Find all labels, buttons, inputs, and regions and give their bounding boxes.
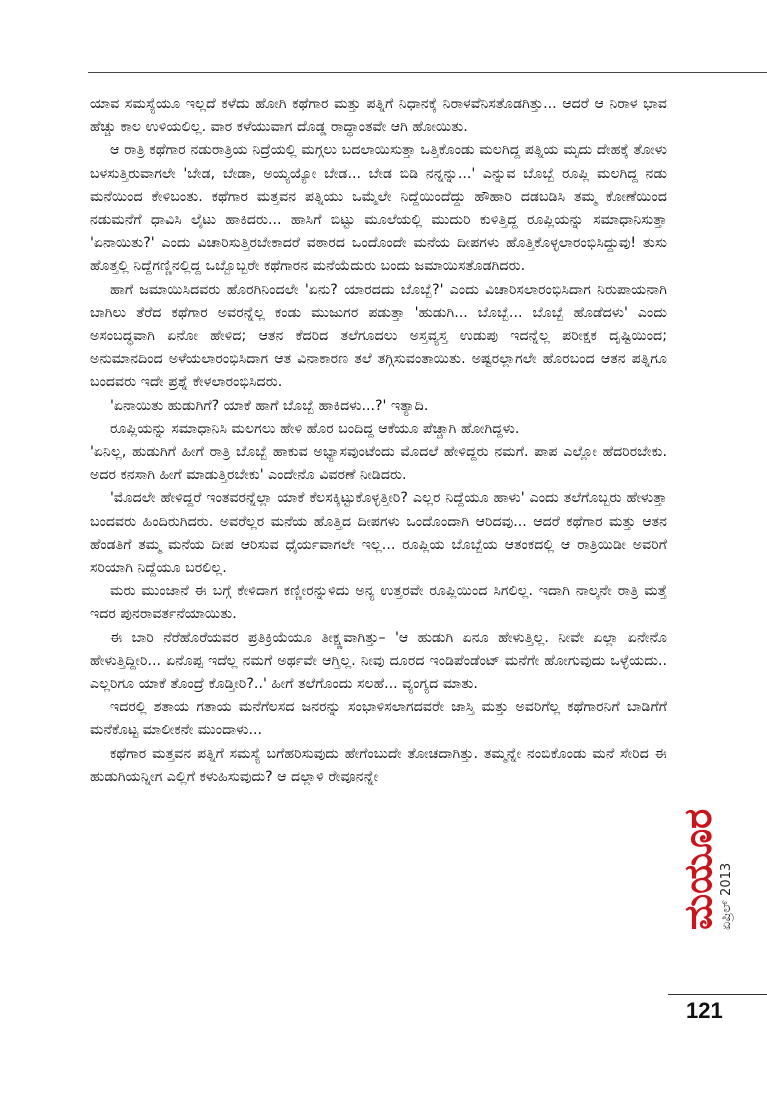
paragraph-9: ಈ ಬಾರಿ ನೆರೆಹೊರೆಯವರ ಪ್ರತಿಕ್ರಿಯೆಯೂ ತೀಕ್ಷ್ಣವಾಗಿತ್ತು– 'ಆ ಹುಡುಗಿ ಏನೂ ಹೇಳುತ್ತಿಲ್ಲ. ನೀವೇ ಏಲ್ಲಾ ಏನೇನೊ ಹೇಳುತ್ತಿದ್ದೀರಿ... ಏನೊಪ್ಪ ಇದೆಲ್ಲ ನಮಗೆ ಅರ್ಥವೇ ಆಗ್ತಿಲ್ಲ. ನೀವು ದೂರದ ಇಂಡಿಪೆಂಡೆಂಟ್ ಮನೆಗೇ ಹೋಗುವುದು ಒಳ್ಳೆಯದು.. ಎಲ್ಲರಿಗೂ ಯಾಕೆ ತೊಂದ್ರೆ ಕೊಡ್ತೀರಿ?..' ಹೀಗೆ ತಲೆಗೊಂದು ಸಲಹೆ... ವ್ಯಂಗ್ಯದ ಮಾತು. — [90, 629, 667, 693]
paragraph-5: ರೂಪ್ಲಿಯನ್ನು ಸಮಾಧಾನಿಸಿ ಮಲಗಲು ಹೇಳಿ ಹೊರ ಬಂದಿದ್ದ ಆಕೆಯೂ ಪೆಚ್ಚಾಗಿ ಹೋಗಿದ್ದಳು. — [110, 420, 520, 437]
paragraph-11: ಕಥೆಗಾರ ಮತ್ತವನ ಪತ್ನಿಗೆ ಸಮಸ್ಯೆ ಬಗೆಹರಿಸುವುದು ಹೇಗೆಂಬುದೇ ತೋಚದಾಗಿತ್ತು. ತಮ್ಮನ್ನೇ ನಂಬಿಕೊಂಡು ಮನೆ ಸೇರಿದ ಈ ಹುಡುಗಿಯನ್ನೀಗ ಎಲ್ಲಿಗೆ ಕಳುಹಿಸುವುದು? ಆ ದಲ್ಲಾಳಿ ರೇವೂನನ್ನೇ — [90, 745, 667, 785]
article-body — [90, 93, 667, 789]
paragraph-1: ಯಾವ ಸಮಸ್ಯೆಯೂ ಇಲ್ಲದೆ ಕಳೆದು ಹೋಗಿ ಕಥೆಗಾರ ಮತ್ತು ಪತ್ನಿಗೆ ನಿಧಾನಕ್ಕೆ ನಿರಾಳವೆನಿಸತೊಡಗಿತ್ತು... ಆದರೆ ಆ ನಿರಾಳ ಭಾವ ಹೆಚ್ಚು ಕಾಲ ಉಳಿಯಲಿಲ್ಲ. ವಾರ ಕಳೆಯುವಾಗ ದೊಡ್ಡ ರಾದ್ಧಾಂತವೇ ಆಗಿ ಹೋಯಿತು. — [90, 96, 667, 136]
issue-date: ಏಪ್ರಿಲ್ 2013 — [719, 862, 734, 930]
paragraph-7: 'ಮೊದಲೇ ಹೇಳಿದ್ದರೆ ಇಂತವರನ್ನೆಲ್ಲಾ ಯಾಕೆ ಕೆಲಸಕ್ಕಿಟ್ಟುಕೊಳ್ಳತ್ತೀರಿ? ಎಲ್ಲರ ನಿದ್ದೆಯೂ ಹಾಳು' ಎಂದು ತಲೆಗೊಬ್ಬರು ಹೇಳುತ್ತಾ ಬಂದವರು ಹಿಂದಿರುಗಿದರು. ಅವರೆಲ್ಲರ ಮನೆಯ ಹೊತ್ತಿದ ದೀಪಗಳು ಒಂದೊಂದಾಗಿ ಆರಿದವು... ಆದರೆ ಕಥೆಗಾರ ಮತ್ತು ಆತನ ಹೆಂಡತಿಗೆ ತಮ್ಮ ಮನೆಯ ದೀಪ ಆರಿಸುವ ಧೈರ್ಯವಾಗಲೇ ಇಲ್ಲ... ರೂಪ್ಲಿಯ ಬೊಬ್ಬೆಯ ಆತಂಕದಲ್ಲಿ ಆ ರಾತ್ರಿಯಿಡೀ ಅವರಿಗೆ ಸರಿಯಾಗಿ ನಿದ್ದೆಯೂ ಬರಲಿಲ್ಲ. — [90, 490, 667, 577]
paragraph-3: ಹಾಗೆ ಜಮಾಯಿಸಿದವರು ಹೊರಗಿನಿಂದಲೇ 'ಏನು? ಯಾರದದು ಬೊಬ್ಬೆ?' ಎಂದು ವಿಚಾರಿಸಲಾರಂಭಿಸಿದಾಗ ನಿರುಪಾಯನಾಗಿ ಬಾಗಿಲು ತೆರೆದ ಕಥೆಗಾರ ಅವರನ್ನೆಲ್ಲ ಕಂಡು ಮುಜುಗರ ಪಡುತ್ತಾ 'ಹುಡುಗಿ... ಬೊಬ್ಬೆ... ಬೊಬ್ಬೆ ಹೊಡೆದಳು' ಎಂದು ಅಸಂಬದ್ಧವಾಗಿ ಏನೋ ಹೇಳಿದ; ಆತನ ಕೆದರಿದ ತಲೆಗೂದಲು ಅಸ್ತವ್ಯಸ್ತ ಉಡುಪು ಇದನ್ನೆಲ್ಲ ಪರೀಕ್ಷಕ ದೃಷ್ಟಿಯಿಂದ; ಅನುಮಾನದಿಂದ ಅಳೆಯಲಾರಂಭಿಸಿದಾಗ ಆತ ವಿನಾಕಾರಣ ತಲೆ ತಗ್ಗಿಸುವಂತಾಯಿತು. ಅಷ್ಟರಲ್ಲಾಗಲೇ ಹೊರಬಂದ ಆತನ ಪತ್ನಿಗೂ ಬಂದವರು ಇದೇ ಪ್ರಶ್ನೆ ಕೇಳಲಾರಂಭಿಸಿದರು. — [90, 281, 667, 391]
paragraph-2: ಆ ರಾತ್ರಿ ಕಥೆಗಾರ ನಡುರಾತ್ರಿಯ ನಿದ್ರೆಯಲ್ಲಿ ಮಗ್ಗಲು ಬದಲಾಯಿಸುತ್ತಾ ಒತ್ತಿಕೊಂಡು ಮಲಗಿದ್ದ ಪತ್ನಿಯ ಮೃದು ದೇಹಕ್ಕೆ ತೋಳು ಬಳಸುತ್ತಿರುವಾಗಲೇ 'ಬೇಡ, ಬೇಡಾ, ಅಯ್ಯಯ್ಯೋ ಬೇಡ... ಬೇಡ ಬಿಡಿ ನನ್ನನ್ನು...' ಎನ್ನುವ ಬೊಬ್ಬೆ ರೂಪ್ಲಿ ಮಲಗಿದ್ದ ನಡು ಮನೆಯಿಂದ ಕೇಳಿಬಂತು. ಕಥೆಗಾರ ಮತ್ತವನ ಪತ್ನಿಯು ಒಮ್ಮೆಲೇ ನಿದ್ದೆಯಿಂದೆದ್ದು ಹೌಹಾರಿ ದಡಬಡಿಸಿ ತಮ್ಮ ಕೋಣೆಯಿಂದ ನಡುಮನೆಗೆ ಧಾವಿಸಿ ಲೈಟು ಹಾಕಿದರು... ಹಾಸಿಗೆ ಬಿಟ್ಟು ಮೂಲೆಯಲ್ಲಿ ಮುದುರಿ ಕುಳಿತ್ತಿದ್ದ ರೂಪ್ಲಿಯನ್ನು ಸಮಾಧಾನಿಸುತ್ತಾ 'ಏನಾಯಿತು?' ಎಂದು ವಿಚಾರಿಸುತ್ತಿರಬೇಕಾದರೆ ವಠಾರದ ಒಂದೊಂದೇ ಮನೆಯ ದೀಪಗಳು ಹೊತ್ತಿಕೊಳ್ಳಲಾರಂಭಿಸಿದ್ದುವು! ತುಸು ಹೊತ್ತಲ್ಲಿ ನಿದ್ದೆಗಣ್ಣಿನಲ್ಲಿದ್ದ ಒಬ್ಬೊಬ್ಬರೇ ಕಥೆಗಾರನ ಮನೆಯೆದುರು ಬಂದು ಜಮಾಯಿಸತೊಡಗಿದರು. — [90, 142, 667, 275]
paragraph-8: ಮರು ಮುಂಜಾನೆ ಈ ಬಗ್ಗೆ ಕೇಳಿದಾಗ ಕಣ್ಣೀರನ್ನುಳಿದು ಅನ್ಯ ಉತ್ತರವೇ ರೂಪ್ಲಿಯಿಂದ ಸಿಗಲಿಲ್ಲ. ಇದಾಗಿ ನಾಲ್ಕನೇ ರಾತ್ರಿ ಮತ್ತೆ ಇದರ ಪುನರಾವರ್ತನೆಯಾಯಿತು. — [90, 583, 667, 623]
footer-rule — [668, 994, 767, 995]
paragraph-10: ಇದರಲ್ಲಿ ಶತಾಯ ಗತಾಯ ಮನೆಗೆಲಸದ ಜನರನ್ನು ಸಂಭಾಳಿಸಲಾಗದವರೇ ಜಾಸ್ತಿ ಮತ್ತು ಅವರಿಗೆಲ್ಲ ಕಥೆಗಾರನಿಗೆ ಬಾಡಿಗೆಗೆ ಮನೆಕೊಟ್ಟ ಮಾಲೀಕನೇ ಮುಂದಾಳು... — [90, 699, 667, 739]
magazine-logo: ಮಯೂರ — [676, 808, 720, 930]
page-number: 121 — [686, 998, 723, 1023]
top-rule — [88, 72, 767, 73]
paragraph-4: 'ಏನಾಯಿತು ಹುಡುಗಿಗೆ? ಯಾಕೆ ಹಾಗೆ ಬೊಬ್ಬೆ ಹಾಕಿದಳು...?' ಇತ್ಯಾದಿ. — [110, 397, 429, 414]
paragraph-6: 'ಏನಿಲ್ಲ, ಹುಡುಗಿಗೆ ಹೀಗೆ ರಾತ್ರಿ ಬೊಬ್ಬೆ ಹಾಕುವ ಅಭ್ಯಾಸವುಂಟೆಂದು ಮೊದಲೆ ಹೇಳಿದ್ದರು ನಮಗೆ. ಪಾಪ ಎಲ್ಲೋ ಹೆದರಿರಬೇಕು. ಅದರ ಕನಸಾಗಿ ಹೀಗೆ ಮಾಡುತ್ತಿರಬೇಕು' ಎಂದೇನೊ ವಿವರಣೆ ನೀಡಿದರು. — [90, 444, 667, 484]
magazine-sidebar — [676, 790, 736, 985]
